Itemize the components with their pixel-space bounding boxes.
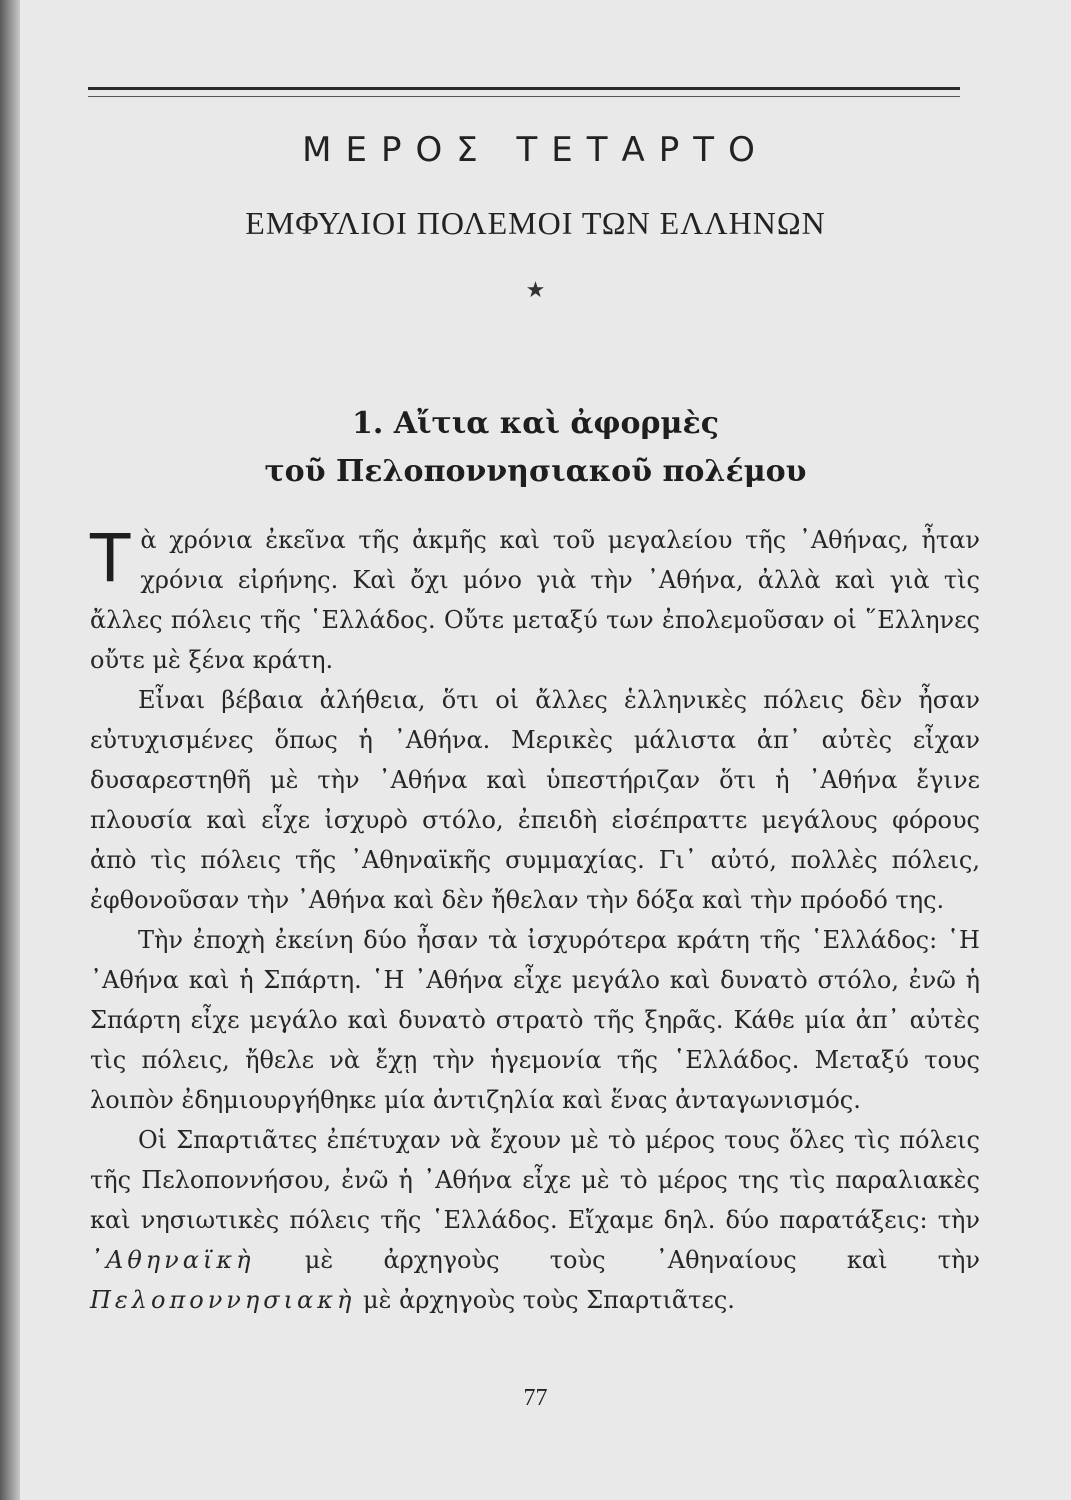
chapter-heading-line-2: τοῦ Πελοποννησιακοῦ πολέμου [264,454,807,489]
top-rule [88,87,960,90]
part-title: ΜΕΡΟΣ ΤΕΤΑΡΤΟ [302,130,769,170]
paragraph-4-text-b: μὲ ἀρχηγοὺς τοὺς ᾿Αθηναίους καὶ τὴν [254,1246,980,1274]
paragraph-4-text-a: Οἱ Σπαρτιᾶτες ἐπέτυχαν νὰ ἔχουν μὲ τὸ μέρος τους ὅλες τὶς πόλεις τῆς Πελοποννήσου, ἐνῶ ἡ ᾿Αθήνα εἶχε μὲ τὸ μέρος της τὶς παραλιακὲς καὶ νησιωτικὲς πόλεις τῆς ῾Ελλάδος. Εἴχαμε δηλ. δύο παρατάξεις: τὴν [90,1126,980,1234]
paragraph-1-text: ὰ χρόνια ἐκεῖνα τῆς ἀκμῆς καὶ τοῦ μεγαλείου τῆς ᾿Αθήνας, ἦταν χρόνια εἰρήνης. Καὶ ὄχι μόνο γιὰ τὴν ᾿Αθήνα, ἀλλὰ καὶ γιὰ τὶς ἄλλες πόλεις τῆς ῾Ελλάδος. Οὔτε μεταξύ των ἐπολεμοῦσαν οἱ ῞Ελληνες οὔτε μὲ ξένα κράτη. [90,526,980,674]
page-number: 77 [523,1385,548,1411]
paragraph-1 [90,520,980,680]
chapter-heading [20,400,1051,496]
chapter-heading-line-1: 1. Αἴτια καὶ ἀφορμὲς [352,406,719,441]
paragraph-2: Εἶναι βέβαια ἀλήθεια, ὅτι οἱ ἄλλες ἑλληνικὲς πόλεις δὲν ἦσαν εὐτυχισμένες ὅπως ἡ ᾿Αθήνα. Μερικὲς μάλιστα ἀπ᾿ αὐτὲς εἶχαν δυσαρεστηθῆ μὲ τὴν ᾿Αθήνα καὶ ὑπεστήριζαν ὅτι ἡ ᾿Αθήνα ἔγινε πλουσία καὶ εἶχε ἰσχυρὸ στόλο, ἐπειδὴ εἰσέπραττε μεγάλους φόρους ἀπὸ τὶς πόλεις τῆς ᾿Αθηναϊκῆς συμμαχίας. Γι᾿ αὐτό, πολλὲς πόλεις, ἐφθονοῦσαν τὴν ᾿Αθήνα καὶ δὲν ἤθελαν τὴν δόξα καὶ τὴν πρόοδό της. [90,686,980,914]
top-rule-thin [88,96,960,97]
emphasis-athenian: ᾿Αθηναϊκὴ [90,1246,255,1274]
paragraph-3: Τὴν ἐποχὴ ἐκείνη δύο ἦσαν τὰ ἰσχυρότερα κράτη τῆς ῾Ελλάδος: ῾Η ᾿Αθήνα καὶ ἡ Σπάρτη. ῾Η ᾿Αθήνα εἶχε μεγάλο καὶ δυνατὸ στόλο, ἐνῶ ἡ Σπάρτη εἶχε μεγάλο καὶ δυνατὸ στρατὸ τῆς ξηρᾶς. Κάθε μία ἀπ᾿ αὐτὲς τὶς πόλεις, ἤθελε νὰ ἔχῃ τὴν ἡγεμονία τῆς ῾Ελλάδος. Μεταξύ τους λοιπὸν ἐδημιουργήθηκε μία ἀντιζηλία καὶ ἕνας ἀνταγωνισμός. [90,926,980,1114]
drop-cap: Τ [90,520,131,597]
body-text [90,520,980,1320]
star-ornament-icon: ★ [525,278,546,303]
emphasis-peloponnesian: Πελοποννησιακὴ [90,1286,356,1314]
section-title: ΕΜΦΥΛΙΟΙ ΠΟΛΕΜΟΙ ΤΩΝ ΕΛΛΗΝΩΝ [245,205,826,241]
paragraph-4 [90,1120,980,1320]
binding-edge [0,0,20,1500]
book-page [20,0,1071,1500]
paragraph-4-text-c: μὲ ἀρχηγοὺς τοὺς Σπαρτιᾶτες. [355,1286,735,1314]
